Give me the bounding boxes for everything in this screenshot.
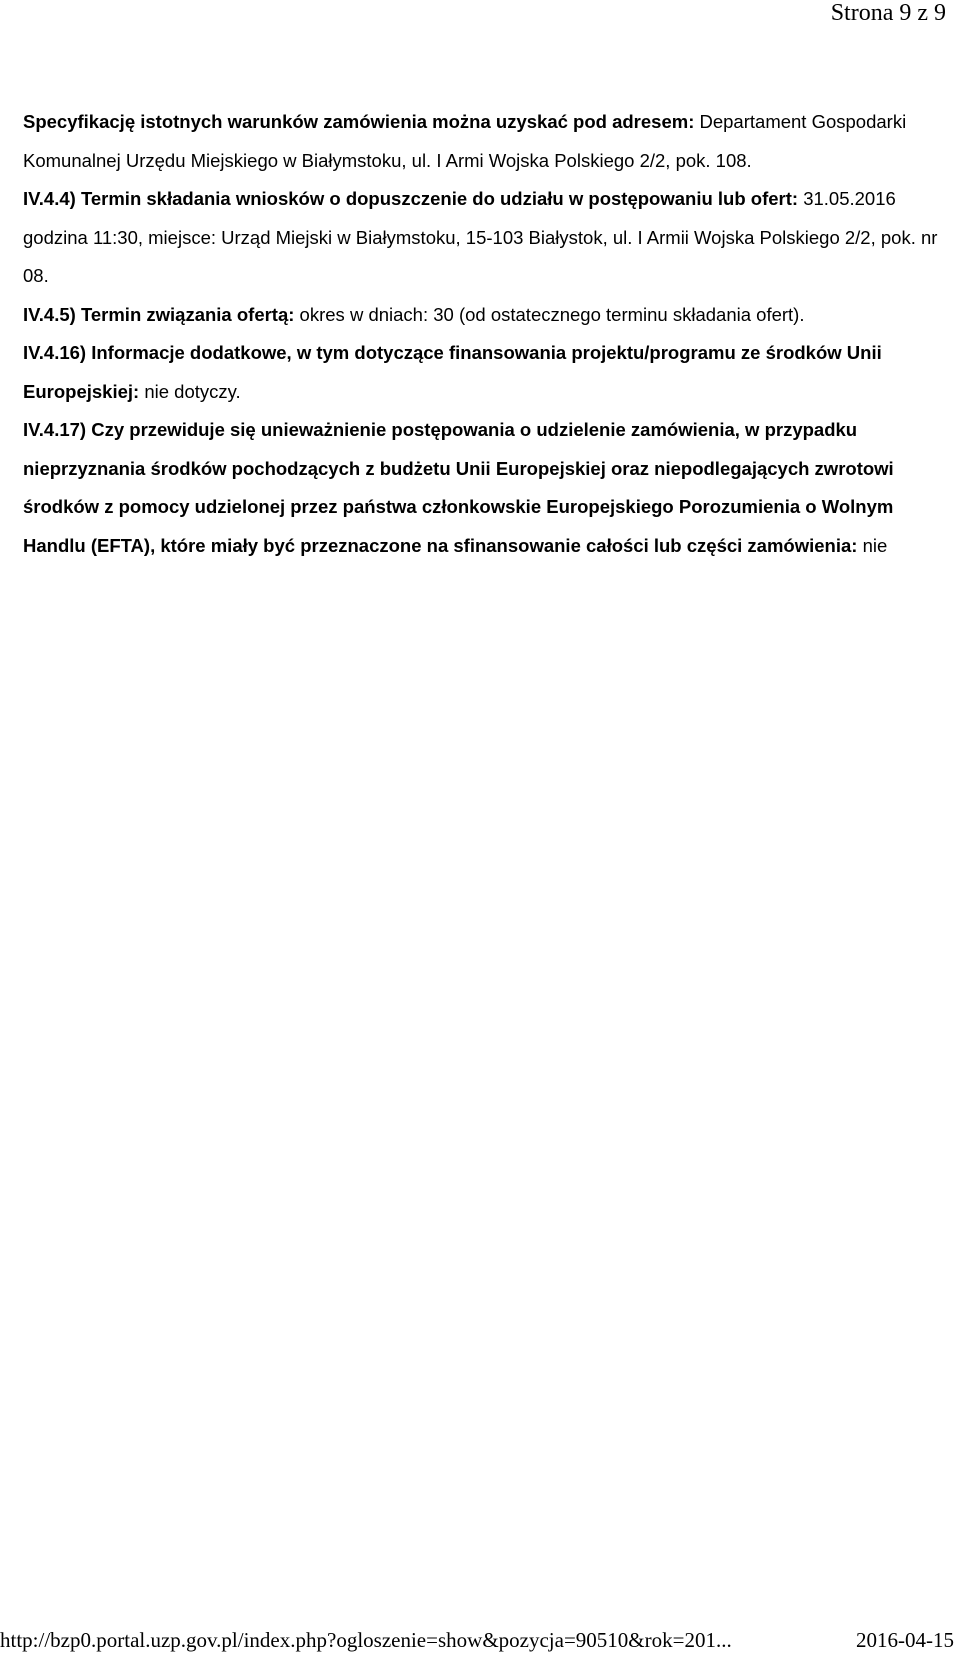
paragraph-text: Departament Gospodarki Komunalnej Urzędu Miejskiego w Białymstoku, ul. I Armi Wojska Polskiego 2/2, pok. 108. [23, 111, 907, 171]
paragraph-text: nie [857, 534, 888, 556]
paragraph-label: IV.4.16) Informacje dodatkowe, w tym dotyczące finansowania projektu/programu ze środków Unii Europejskiej: [23, 342, 882, 402]
paragraph-text: okres w dniach: 30 (od ostatecznego terminu składania ofert). [294, 303, 805, 325]
paragraph-label: IV.4.4) Termin składania wniosków o dopuszczenie do udziału w postępowaniu lub ofert: [23, 188, 799, 209]
paragraph-label: IV.4.17) Czy przewiduje się unieważnienie postępowania o udzielenie zamówienia, w przypadku nieprzyznania środków pochodzących z budżetu Unii Europejskiej oraz niepodlegających zwrotowi środków z pomocy udzielonej przez państwa członkowskie Europejskiego Porozumienia o Wolnym Handlu (EFTA), które miały być przeznaczone na sfinansowanie całości lub części zamówienia: [23, 419, 894, 556]
paragraph-specification [23, 103, 948, 180]
paragraph-text: 31.05.2016 godzina 11:30, miejsce: Urząd Miejski w Białymstoku, 15-103 Białystok, ul. I Armii Wojska Polskiego 2/2, pok. nr 08. [23, 188, 938, 286]
footer-url: http://bzp0.portal.uzp.gov.pl/index.php?ogloszenie=show&pozycja=90510&rok=201... [0, 1628, 732, 1652]
document-body [23, 103, 948, 565]
paragraph-iv-4-4 [23, 180, 948, 296]
paragraph-text: nie dotyczy. [139, 380, 241, 402]
paragraph-iv-4-16 [23, 334, 948, 411]
page-footer [0, 1626, 954, 1654]
paragraph-label: IV.4.5) Termin związania ofertą: [23, 303, 295, 325]
paragraph-label: Specyfikację istotnych warunków zamówienia można uzyskać pod adresem: [23, 111, 695, 132]
page-number-header: Strona 9 z 9 [830, 0, 946, 26]
footer-date: 2016-04-15 [856, 1628, 954, 1652]
paragraph-iv-4-5 [23, 296, 948, 335]
paragraph-iv-4-17 [23, 411, 948, 565]
